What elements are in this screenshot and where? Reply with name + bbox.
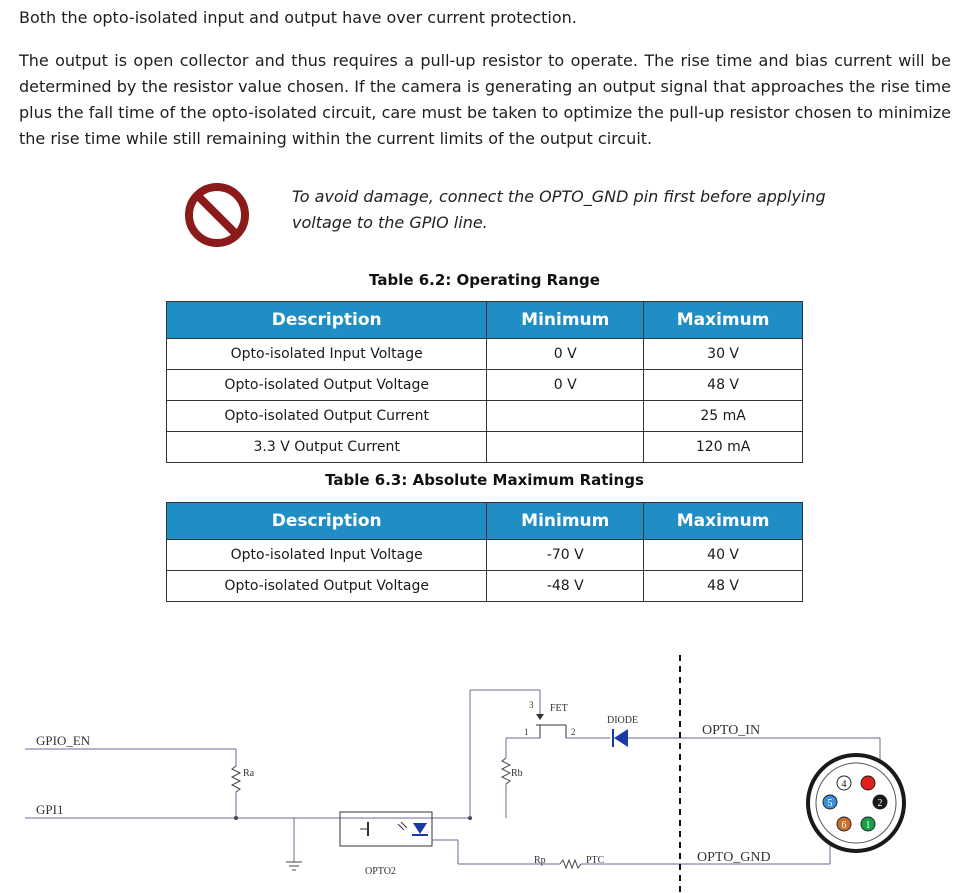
cell-description: Opto-isolated Output Current bbox=[167, 401, 487, 432]
prohibition-icon bbox=[184, 182, 250, 248]
gpio-en-label: GPIO_EN bbox=[36, 733, 91, 748]
warning-line-2: voltage to the GPIO line. bbox=[292, 213, 488, 232]
cell-maximum: 48 V bbox=[644, 571, 803, 602]
opto-gnd-label: OPTO_GND bbox=[697, 850, 771, 865]
ra-label: Ra bbox=[243, 768, 255, 779]
connector-pin-label: 2 bbox=[877, 798, 883, 809]
cell-description: Opto-isolated Output Voltage bbox=[167, 370, 487, 401]
rb-resistor bbox=[502, 758, 510, 784]
table-row bbox=[167, 339, 803, 370]
ptc-resistor bbox=[560, 860, 581, 868]
table-row bbox=[167, 401, 803, 432]
ptc-label: PTC bbox=[586, 855, 605, 866]
table-row bbox=[167, 571, 803, 602]
cell-description: 3.3 V Output Current bbox=[167, 432, 487, 463]
col-header-minimum: Minimum bbox=[487, 302, 644, 339]
rp-label: Rp bbox=[534, 855, 546, 866]
intro-paragraph: Both the opto-isolated input and output have over current protection. bbox=[19, 8, 577, 27]
absolute-maximum-table bbox=[166, 502, 803, 602]
table-header-row bbox=[167, 503, 803, 540]
rb-label: Rb bbox=[511, 768, 523, 779]
connector-pin-label: 4 bbox=[841, 779, 847, 790]
col-header-description: Description bbox=[167, 302, 487, 339]
warning-text bbox=[292, 184, 852, 236]
cell-minimum: -70 V bbox=[487, 540, 644, 571]
cell-minimum: 0 V bbox=[487, 339, 644, 370]
cell-minimum: 0 V bbox=[487, 370, 644, 401]
pullup-paragraph: The output is open collector and thus requires a pull-up resistor to operate. The rise time and bias current will be determined by the resistor value chosen. If the camera is generating an output signal that approaches the rise time plus the fall time of the opto-isolated circuit, care must be taken to optimize the pull-up resistor chosen to minimize the rise time while still remaining within the current limits of the output circuit. bbox=[19, 51, 951, 148]
connector-pin-label: 1 bbox=[865, 820, 871, 831]
connector-6pin bbox=[808, 755, 904, 851]
led-icon bbox=[413, 823, 427, 834]
connector-pin-label: 6 bbox=[841, 820, 847, 831]
col-header-description: Description bbox=[167, 503, 487, 540]
cell-minimum: -48 V bbox=[487, 571, 644, 602]
fet-pin-2: 2 bbox=[571, 727, 576, 737]
fet-pin-1: 1 bbox=[524, 727, 529, 737]
connector-pin bbox=[861, 776, 875, 790]
cell-maximum: 40 V bbox=[644, 540, 803, 571]
opto2-label: OPTO2 bbox=[365, 866, 396, 877]
cell-description: Opto-isolated Output Voltage bbox=[167, 571, 487, 602]
cell-maximum: 48 V bbox=[644, 370, 803, 401]
cell-minimum bbox=[487, 432, 644, 463]
opto-in-label: OPTO_IN bbox=[702, 723, 761, 738]
cell-description: Opto-isolated Input Voltage bbox=[167, 339, 487, 370]
connector-pin-label: 5 bbox=[827, 798, 833, 809]
table-6-3-caption: Table 6.3: Absolute Maximum Ratings bbox=[325, 471, 644, 489]
gpi1-label: GPI1 bbox=[36, 802, 64, 817]
table-row bbox=[167, 432, 803, 463]
diode-label: DIODE bbox=[607, 715, 639, 726]
col-header-maximum: Maximum bbox=[644, 302, 803, 339]
table-row bbox=[167, 540, 803, 571]
table-6-2-caption: Table 6.2: Operating Range bbox=[369, 271, 600, 289]
table-row bbox=[167, 370, 803, 401]
fet-label: FET bbox=[550, 703, 568, 714]
warning-note bbox=[180, 180, 826, 250]
diode-icon bbox=[614, 729, 628, 747]
opto-circuit-diagram bbox=[0, 640, 971, 893]
ra-resistor bbox=[232, 766, 240, 792]
table-header-row bbox=[167, 302, 803, 339]
fet-pin-3: 3 bbox=[529, 700, 534, 710]
warning-line-1: To avoid damage, connect the OPTO_GND pin first before applying bbox=[292, 187, 826, 206]
operating-range-table bbox=[166, 301, 803, 463]
col-header-minimum: Minimum bbox=[487, 503, 644, 540]
cell-description: Opto-isolated Input Voltage bbox=[167, 540, 487, 571]
cell-maximum: 25 mA bbox=[644, 401, 803, 432]
cell-maximum: 120 mA bbox=[644, 432, 803, 463]
col-header-maximum: Maximum bbox=[644, 503, 803, 540]
cell-minimum bbox=[487, 401, 644, 432]
cell-maximum: 30 V bbox=[644, 339, 803, 370]
